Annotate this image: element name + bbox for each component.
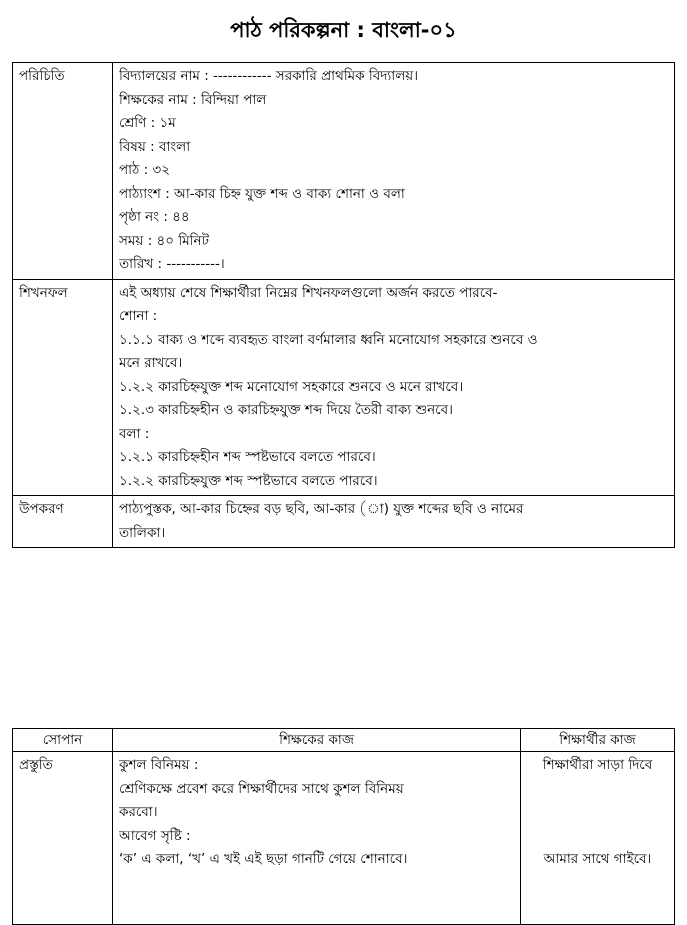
list-item: বলা :: [119, 425, 150, 442]
list-item: ১.১.১ বাক্য ও শব্দে ব্যবহৃত বাংলা বর্ণমালার ধ্বনি মনোযোগ সহকারে শুনবে ও: [119, 331, 538, 348]
list-item: শিক্ষকের নাম : বিন্দিয়া পাল: [119, 91, 267, 108]
row-content: [113, 63, 675, 280]
list-item: পাঠ্যাংশ : আ-কার চিহ্ন যুক্ত শব্দ ও বাক্য শোনা ও বলা: [119, 185, 405, 202]
list-item: এই অধ্যায় শেষে শিক্ষার্থীরা নিম্নের শিখনফলগুলো অর্জন করতে পারবে-: [119, 284, 498, 301]
lesson-steps-table: [12, 728, 675, 925]
list-item: আবেগ সৃষ্টি :: [119, 827, 191, 844]
step-cell: প্রস্তুতি: [13, 752, 113, 925]
table-header-row: [13, 729, 675, 752]
row-label: পরিচিতি: [13, 63, 113, 280]
spacer: [527, 778, 668, 802]
table-row: [13, 63, 675, 280]
list-item: বিষয় : বাংলা: [119, 138, 191, 155]
list-item: ১.২.১ কারচিহ্নহীন শব্দ স্পষ্টভাবে বলতে পারবে।: [119, 449, 376, 465]
page-title: পাঠ পরিকল্পনা : বাংলা-০১: [230, 18, 457, 42]
spacer: [527, 801, 668, 825]
row-content: [113, 279, 675, 496]
table-row: [13, 279, 675, 496]
list-item: মনে রাখবে।: [119, 355, 183, 371]
column-header: শিক্ষার্থীর কাজ: [521, 729, 675, 752]
list-item: ১.২.২ কারচিহ্নযুক্ত শব্দ স্পষ্টভাবে বলতে পারবে।: [119, 472, 378, 489]
spacer: [527, 825, 668, 849]
list-item: করবো।: [119, 804, 158, 820]
list-item: শিক্ষার্থীরা সাড়া দিবে: [542, 757, 653, 773]
lesson-info-table: [12, 62, 675, 548]
row-label: শিখনফল: [13, 279, 113, 496]
table-row: [13, 496, 675, 548]
list-item: পাঠ : ৩২: [119, 162, 170, 178]
list-item: পৃষ্ঠা নং : ৪৪: [119, 209, 190, 225]
list-item: কুশল বিনিময় :: [119, 757, 199, 773]
list-item: শ্রেণি : ১ম: [119, 115, 176, 131]
row-label: উপকরণ: [13, 496, 113, 548]
table-row: [13, 752, 675, 925]
list-item: শোনা :: [119, 308, 158, 324]
student-work-cell: [521, 752, 675, 925]
list-item: ১.২.৩ কারচিহ্নহীন ও কারচিহ্নযুক্ত শব্দ দিয়ে তৈরী বাক্য শুনবে।: [119, 402, 453, 418]
list-item: তালিকা।: [119, 524, 166, 541]
list-item: শ্রেণিকক্ষে প্রবেশ করে শিক্ষার্থীদের সাথে কুশল বিনিময়: [119, 780, 404, 797]
column-header: সোপান: [13, 729, 113, 752]
list-item: ‘ক’ এ কলা, ‘খ’ এ খই এই ছড়া গানটি গেয়ে শোনাবে।: [119, 851, 408, 867]
list-item: আমার সাথে গাইবে।: [543, 851, 652, 867]
list-item: পাঠ্যপুস্তক, আ-কার চিহ্নের বড় ছবি, আ-কার (া) যুক্ত শব্দের ছবি ও নামের: [119, 501, 524, 517]
column-header: শিক্ষকের কাজ: [113, 729, 521, 752]
row-content: [113, 496, 675, 548]
list-item: তারিখ : -----------।: [119, 256, 225, 272]
teacher-work-cell: [113, 752, 521, 925]
list-item: সময় : ৪০ মিনিট: [119, 232, 209, 249]
list-item: বিদ্যালয়ের নাম : ------------ সরকারি প্রাথমিক বিদ্যালয়।: [119, 68, 419, 84]
list-item: ১.২.২ কারচিহ্নযুক্ত শব্দ মনোযোগ সহকারে শুনবে ও মনে রাখবে।: [119, 378, 464, 395]
